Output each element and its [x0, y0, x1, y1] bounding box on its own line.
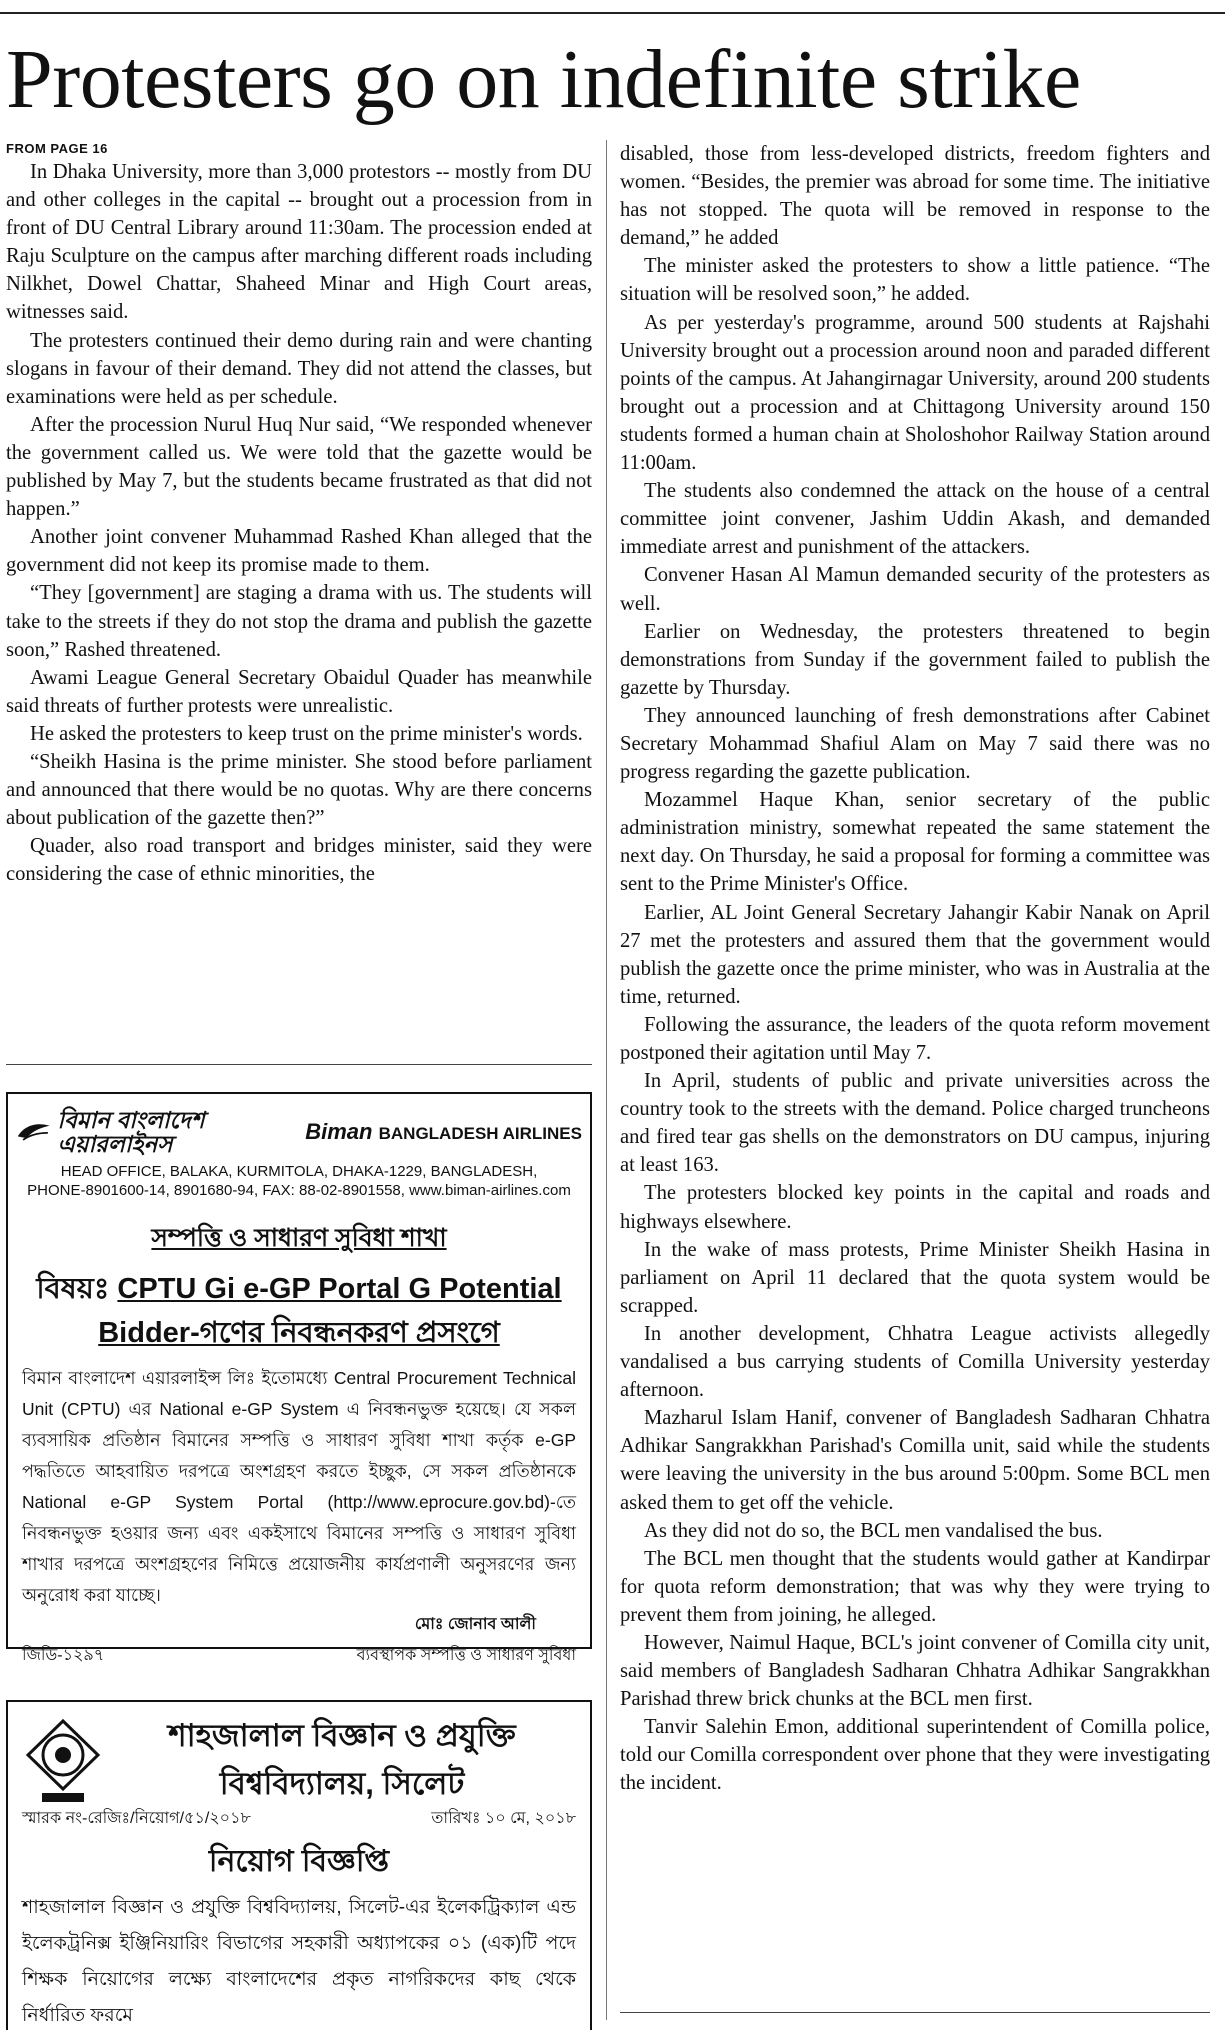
biman-header [8, 1094, 590, 1156]
article-paragraph: The BCL men thought that the students would gather at Kandirpar for quota reform demonstration; that was why they were trying to prevent them from joining, he alleged. [620, 1547, 1210, 1626]
top-rule [0, 12, 1225, 14]
biman-name-bengali: বিমান বাংলাদেশ এয়ারলাইনস [57, 1107, 205, 1157]
article-paragraph: Following the assurance, the leaders of the quota reform movement postponed their agitation until May 7. [620, 1013, 1210, 1064]
article-paragraph: Tanvir Salehin Emon, additional superintendent of Comilla police, told our Comilla correspondent over phone that they were investigating the incident. [620, 1716, 1210, 1795]
biman-address-line: HEAD OFFICE, BALAKA, KURMITOLA, DHAKA-1229, BANGLADESH, [60, 1163, 538, 1180]
article-paragraph: Convener Hasan Al Mamun demanded security of the protesters as well. [620, 564, 1210, 615]
article-paragraph: In the wake of mass protests, Prime Minister Sheikh Hasina in parliament on April 11 declared that the quota system would be scrapped. [620, 1238, 1210, 1317]
article-paragraph: The minister asked the protesters to show a little patience. “The situation will be resolved soon,” he added. [620, 255, 1210, 306]
sust-header [8, 1702, 590, 1808]
article-paragraph: Mozammel Haque Khan, senior secretary of the public administration ministry, somewhat repeated the same statement the next day. On Thursday, he said a proposal for forming a committee was sent to the Prime Minister's Office. [620, 789, 1210, 896]
biman-contact-line: PHONE-8901600-14, 8901680-94, FAX: 88-02-8901558, www.biman-airlines.com [27, 1182, 571, 1199]
biman-name-main: Biman [305, 1119, 373, 1144]
notice-date: তারিখঃ ১০ মে, ২০১৮ [431, 1810, 576, 1827]
subject-line: Bidder-গণের নিবন্ধনকরণ প্রসংগে [98, 1317, 500, 1349]
biman-name-rest: BANGLADESH AIRLINES [378, 1124, 582, 1143]
column-divider [606, 140, 607, 2020]
biman-address [8, 1162, 590, 1200]
article-column-right [620, 140, 1210, 1798]
article-paragraph: The students also condemned the attack on the house of a central committee joint convener, Jashim Uddin Akash, and demanded immediate arrest and punishment of the attackers. [620, 480, 1210, 559]
biman-signature-block [8, 1611, 590, 1638]
section-rule [6, 1064, 592, 1065]
biman-logo-icon [16, 1117, 51, 1147]
article-paragraph: Another joint convener Muhammad Rashed Khan alleged that the government did not keep its promise made to them. [6, 526, 592, 577]
biman-footer [8, 1642, 590, 1669]
article-paragraph: Awami League General Secretary Obaidul Quader has meanwhile said threats of further protests were unrealistic. [6, 666, 592, 717]
biman-name-english [305, 1119, 582, 1145]
article-column-left [6, 140, 592, 888]
subject-line: CPTU Gi e-GP Portal G Potential [117, 1273, 562, 1305]
article-paragraph: Earlier, AL Joint General Secretary Jahangir Kabir Nanak on April 27 met the protesters and assured them that the government would publish the gazette once the prime minister, who was in Australia at the time, returned. [620, 901, 1210, 1008]
article-paragraph: Mazharul Islam Hanif, convener of Bangladesh Sadharan Chhatra Adhikar Sangrakkhan Parishad's Comilla unit, said while the students were leaving the university in the bus around 5:00pm. Some BCL men asked them to get off the vehicle. [620, 1407, 1210, 1514]
article-paragraph: disabled, those from less-developed districts, freedom fighters and women. “Besides, the premier was abroad for some time. The initiative has not stopped. The quota will be removed in response to the demand,” he added [620, 143, 1210, 250]
signatory-name: মোঃ জোনাব আলী [414, 1616, 536, 1633]
university-seal-icon [22, 1715, 104, 1805]
biman-subject [8, 1267, 590, 1355]
article-paragraph: He asked the protesters to keep trust on the prime minister's words. [30, 722, 583, 745]
headline: Protesters go on indefinite strike [6, 33, 1081, 126]
article-paragraph: The protesters continued their demo during rain and were chanting slogans in favour of their demand. They did not attend the classes, but examinations were held as per schedule. [6, 329, 592, 408]
article-paragraph: They announced launching of fresh demonstrations after Cabinet Secretary Mohammad Shafiul Alam on May 7 said there was no progress regarding the gazette publication. [620, 704, 1210, 784]
sust-meta [8, 1808, 590, 1830]
article-paragraph: In Dhaka University, more than 3,000 protestors -- mostly from DU and other colleges in the capital -- brought out a procession from in front of DU Central Library around 11:30am. The procession ended at Raju Sculpture on the campus after marching different roads including Nilkhet, Dowel Chattar, Shaheed Minar and High Court areas, witnesses said. [6, 161, 592, 324]
article-paragraph: However, Naimul Haque, BCL's joint convener of Comilla city unit, said members of Bangladesh Sadharan Chhatra Adhikar Sangrakkhan Parishad threw brick chunks at the BCL men first. [620, 1631, 1210, 1711]
biman-advertisement [6, 1092, 592, 1664]
reference-number: জিডি-১২৯৭ [22, 1647, 105, 1664]
biman-body-text: বিমান বাংলাদেশ এয়ারলাইন্স লিঃ ইতোমধ্যে Central Procurement Technical Unit (CPTU) এর National e-GP System এ নিবন্ধনভুক্ত হয়েছে। যে সকল ব্যবসায়িক প্রতিষ্ঠান বিমানের সম্পত্তি ও সাধারণ সুবিধা শাখা কর্তৃক e-GP পদ্ধতিতে আহবায়িত দরপত্রে অংশগ্রহণ করতে ইচ্ছুক, সে সকল প্রতিষ্ঠানকে National e-GP System Portal (http://www.eprocure.gov.bd)-তে নিবন্ধনভুক্ত হওয়ার জন্য এবং একইসাথে বিমানের সম্পত্তি ও সাধারণ সুবিধা শাখার দরপত্রে অংশগ্রহণের নিমিত্তে প্রয়োজনীয় কার্যপ্রণালী অনুসরণের জন্য অনুরোধ করা যাচ্ছে। [22, 1368, 576, 1605]
article-paragraph: Earlier on Wednesday, the protesters threatened to begin demonstrations from Sunday if the government failed to publish the gazette by Thursday. [620, 620, 1210, 699]
memo-number: স্মারক নং-রেজিঃ/নিয়োগ/৫১/২০১৮ [22, 1810, 251, 1827]
sust-title-line: শাহজালাল বিজ্ঞান ও প্রযুক্তি [168, 1718, 516, 1753]
signatory-designation: ব্যবস্থাপক সম্পত্তি ও সাধারণ সুবিধা [356, 1647, 576, 1664]
sust-advertisement [6, 1700, 592, 2030]
article-paragraph: As per yesterday's programme, around 500 students at Rajshahi University brought out a procession around noon and paraded different points of the campus. At Jahangirnagar University, around 200 students brought out a procession and at Chittagong University around 150 students formed a human chain at Sholoshohor Railway Station around 11:00am. [620, 311, 1210, 475]
from-page-label: FROM PAGE 16 [6, 141, 108, 156]
notice-title: নিয়োগ বিজ্ঞপ্তি [208, 1845, 390, 1878]
article-paragraph: As they did not do so, the BCL men vandalised the bus. [644, 1519, 1103, 1542]
article-paragraph: After the procession Nurul Huq Nur said, “We responded whenever the government called us. We were told that the gazette would be published by May 7, but the students became frustrated as that did not happen.” [6, 413, 592, 521]
subject-prefix: বিষয়ঃ [36, 1273, 118, 1305]
article-paragraph: “They [government] are staging a drama with us. The students will take to the streets if they do not stop the drama and publish the gazette soon,” Rashed threatened. [6, 582, 592, 661]
sust-body-text: শাহজালাল বিজ্ঞান ও প্রযুক্তি বিশ্ববিদ্যালয়, সিলেট-এর ইলেকট্রিক্যাল এন্ড ইলেকট্রনিক্স ইঞ্জিনিয়ারিং বিভাগের সহকারী অধ্যাপকের ০১ (এক)টি পদে শিক্ষক নিয়োগের লক্ষ্যে বাংলাদেশের প্রকৃত নাগরিকদের কাছ থেকে নির্ধারিত ফরমে [22, 1897, 576, 2026]
article-paragraph: Quader, also road transport and bridges minister, said they were considering the case of ethnic minorities, the [6, 835, 592, 886]
biman-department: সম্পত্তি ও সাধারণ সুবিধা শাখা [151, 1224, 447, 1252]
article-paragraph: The protesters blocked key points in the capital and roads and highways elsewhere. [620, 1182, 1210, 1233]
sust-title-line: বিশ্ববিদ্যালয়, সিলেট [219, 1766, 465, 1801]
article-paragraph: In April, students of public and private universities across the country took to the streets with the demand. Police charged truncheons and fired tear gas shells on the demonstrators on DU campus, injuring at least 163. [620, 1070, 1210, 1177]
bottom-rule [620, 2012, 1210, 2013]
sust-title [104, 1712, 580, 1808]
article-paragraph: “Sheikh Hasina is the prime minister. She stood before parliament and announced that there would be no quotas. Why are there concerns about publication of the gazette then?” [6, 750, 592, 830]
article-paragraph: In another development, Chhatra League activists allegedly vandalised a bus carrying students of Comilla University yesterday afternoon. [620, 1322, 1210, 1402]
